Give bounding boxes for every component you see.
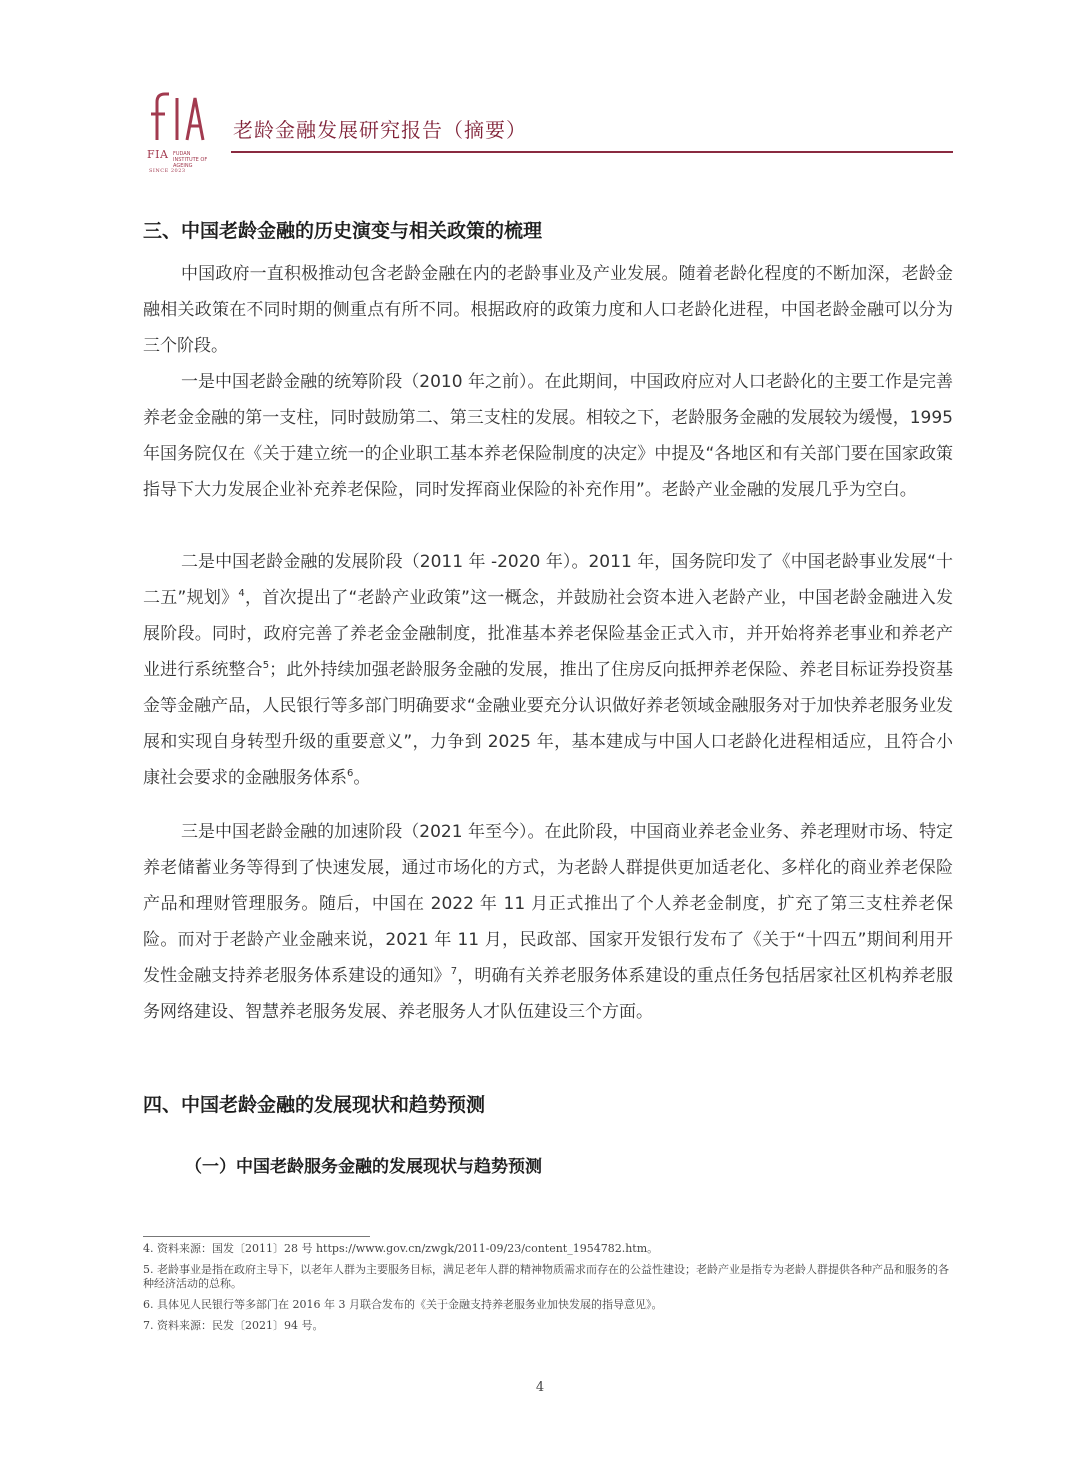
report-title: 老龄金融发展研究报告（摘要） [233,118,527,142]
paragraph-intro: 中国政府一直积极推动包含老龄金融在内的老龄事业及产业发展。随着老龄化程度的不断加深，老龄金融相关政策在不同时期的侧重点有所不同。根据政府的政策力度和人口老龄化进程，中国老龄金融可以分为三个阶段。 [143,264,953,356]
footnote-4: 4. 资料来源：国发〔2011〕28 号 https://www.gov.cn/zwgk/2011-09/23/content_1954782.htm。 [143,1242,659,1255]
page-header [143,88,953,180]
paragraph-stage-2 [143,544,953,796]
fia-logo-mark [143,88,213,148]
stage-2-text-d: 。 [353,768,371,788]
fia-logo [143,88,213,180]
stage-2-text-b: ，首次提出了“老龄产业政策”这一概念，并鼓励社会资本进入老龄产业，中国老龄金融进入发展阶段。同时，政府完善了养老金金融制度，批准基本养老保险基金正式入市，并开始将养老事业和养老产业进行系统整合 [143,588,953,680]
section-4-title: 四、中国老龄金融的发展现状和趋势预测 [143,1094,486,1116]
paragraph-stage-1: 一是中国老龄金融的统筹阶段（2010 年之前）。在此期间，中国政府应对人口老龄化的主要工作是完善养老金金融的第一支柱，同时鼓励第二、第三支柱的发展。相较之下，老龄服务金融的发展较为缓慢，1995 年国务院仅在《关于建立统一的企业职工基本养老保险制度的决定》中提及“各地区和有关部门要在国家政策指导下大力发展企业补充养老保险，同时发挥商业保险的补充作用”。老龄产业金融的发展几乎为空白。 [143,372,953,500]
footnote-5: 5. 老龄事业是指在政府主导下，以老年人群为主要服务目标，满足老年人群的精神物质需求而存在的公益性建设；老龄产业是指专为老龄人群提供各种产品和服务的各种经济活动的总称。 [143,1263,949,1290]
footnote-divider [143,1236,370,1237]
stage-2-text-c: ；此外持续加强老龄服务金融的发展，推出了住房反向抵押养老保险、养老目标证券投资基金等金融产品，人民银行等多部门明确要求“金融业要充分认识做好养老领域金融服务对于加快养老服务业发展和实现自身转型升级的重要意义”，力争到 2025 年，基本建成与中国人口老龄化进程相适应，且符合小康社会要求的金融服务体系 [143,660,954,788]
footnote-ref-5[interactable]: 5 [262,660,270,671]
footnote-ref-7[interactable]: 7 [450,966,458,977]
subsection-1-title: （一）中国老龄服务金融的发展现状与趋势预测 [185,1157,542,1177]
section-3-title: 三、中国老龄金融的历史演变与相关政策的梳理 [143,220,543,242]
footnote-6: 6. 具体见人民银行等多部门在 2016 年 3 月联合发布的《关于金融支持养老服务业加快发展的指导意见》。 [143,1298,663,1311]
page-number: 4 [535,1380,545,1395]
logo-subtitle: FUDAN INSTITUTE OF AGEING [173,151,208,169]
footnote-7: 7. 资料来源：民发〔2021〕94 号。 [143,1319,324,1332]
logo-text: FIA [147,148,169,161]
stage-3-text-a: 三是中国老龄金融的加速阶段（2021 年至今）。在此阶段，中国商业养老金业务、养老理财市场、特定养老储蓄业务等得到了快速发展，通过市场化的方式，为老龄人群提供更加适老化、多样化的商业养老保险产品和理财管理服务。随后，中国在 2022 年 11 月正式推出了个人养老金制度，扩充了第三支柱养老保险。而对于老龄产业金融来说，2021 年 11 月，民政部、国家开发银行发布了《关于“十四五”期间利用开发性金融支持养老服务体系建设的通知》 [143,822,953,986]
stage-2-text-a: 二是中国老龄金融的发展阶段（2011 年 -2020 年）。2011 年，国务院印发了《中国老龄事业发展“十二五”规划》 [143,552,953,608]
paragraph-stage-3 [143,814,953,1030]
footnote-ref-6[interactable]: 6 [347,768,354,779]
footnote-ref-4[interactable]: 4 [238,588,245,599]
logo-since: SINCE 2023 [149,168,186,174]
header-divider [231,151,953,153]
stage-3-text-b: ，明确有关养老服务体系建设的重点任务包括居家社区机构养老服务网络建设、智慧养老服务发展、养老服务人才队伍建设三个方面。 [143,966,954,1022]
